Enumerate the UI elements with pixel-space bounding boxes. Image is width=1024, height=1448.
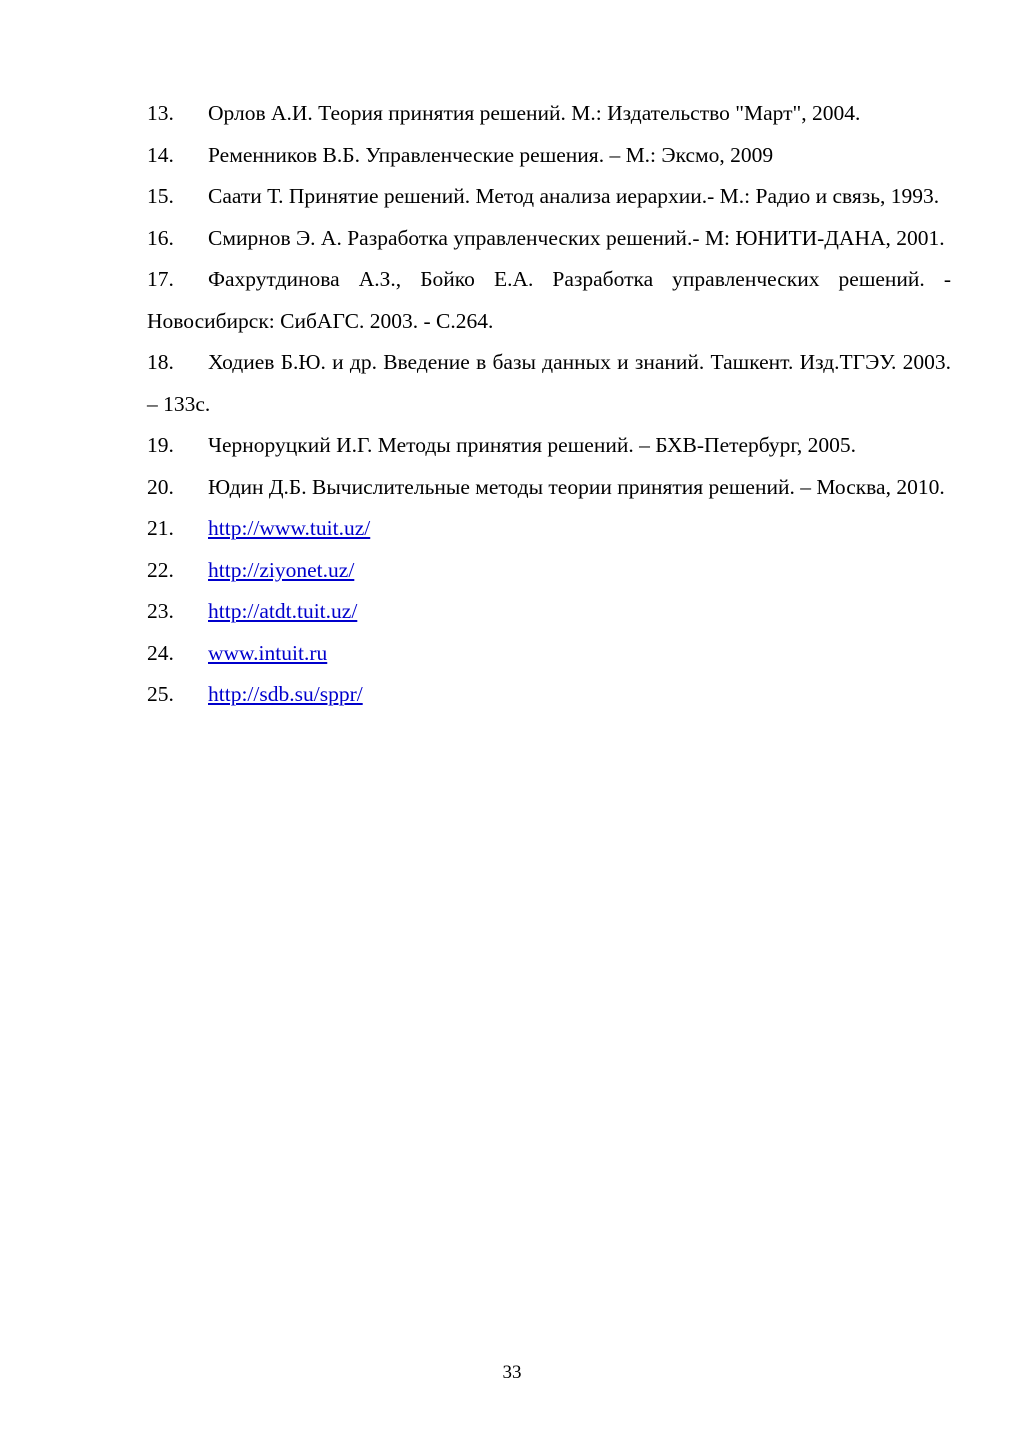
reference-number: 20. <box>147 474 174 499</box>
reference-item <box>147 425 951 467</box>
reference-item <box>147 176 951 218</box>
reference-text: Ходиев Б.Ю. и др. Введение в базы данных и знаний. Ташкент. Изд.ТГЭУ. 2003. – 133с. <box>147 350 951 416</box>
reference-number: 17. <box>147 267 174 291</box>
reference-number: 13. <box>147 101 174 125</box>
reference-item <box>147 633 951 675</box>
reference-text: Ременников В.Б. Управленческие решения. – М.: Эксмо, 2009 <box>208 142 774 167</box>
reference-number: 18. <box>147 350 174 374</box>
reference-item <box>147 591 951 633</box>
reference-number: 24. <box>147 640 174 665</box>
reference-list <box>147 93 951 716</box>
reference-link[interactable]: http://atdt.tuit.uz/ <box>208 599 358 623</box>
reference-link[interactable]: http://ziyonet.uz/ <box>208 557 355 582</box>
page-number: 33 <box>502 1362 522 1383</box>
reference-number: 15. <box>147 184 174 208</box>
reference-item <box>147 342 951 425</box>
reference-item <box>147 467 951 509</box>
reference-text: Черноруцкий И.Г. Методы принятия решений. – БХВ-Петербург, 2005. <box>208 433 856 457</box>
reference-text: Смирнов Э. А. Разработка управленческих решений.- М: ЮНИТИ-ДАНА, 2001. <box>208 225 945 250</box>
reference-item <box>147 550 951 592</box>
reference-text: Саати Т. Принятие решений. Метод анализа иерархии.- М.: Радио и связь, 1993. <box>208 184 940 208</box>
reference-link[interactable]: http://sdb.su/sppr/ <box>208 682 363 706</box>
reference-link[interactable]: www.intuit.ru <box>208 640 328 665</box>
reference-number: 23. <box>147 599 174 623</box>
reference-number: 16. <box>147 225 174 250</box>
reference-item <box>147 259 951 342</box>
reference-number: 14. <box>147 142 174 167</box>
reference-text: Орлов А.И. Теория принятия решений. М.: Издательство "Март", 2004. <box>208 101 861 125</box>
reference-number: 21. <box>147 516 174 540</box>
reference-text: Фахрутдинова А.З., Бойко Е.А. Разработка управленческих решений. - Новосибирск: СибАГС. 2003. - С.264. <box>147 267 951 333</box>
reference-number: 25. <box>147 682 174 706</box>
reference-item <box>147 218 951 260</box>
reference-item <box>147 93 951 135</box>
reference-number: 19. <box>147 433 174 457</box>
reference-item <box>147 674 951 716</box>
reference-number: 22. <box>147 557 174 582</box>
reference-item <box>147 508 951 550</box>
reference-text: Юдин Д.Б. Вычислительные методы теории принятия решений. – Москва, 2010. <box>208 474 945 499</box>
reference-item <box>147 135 951 177</box>
reference-link[interactable]: http://www.tuit.uz/ <box>208 516 371 540</box>
